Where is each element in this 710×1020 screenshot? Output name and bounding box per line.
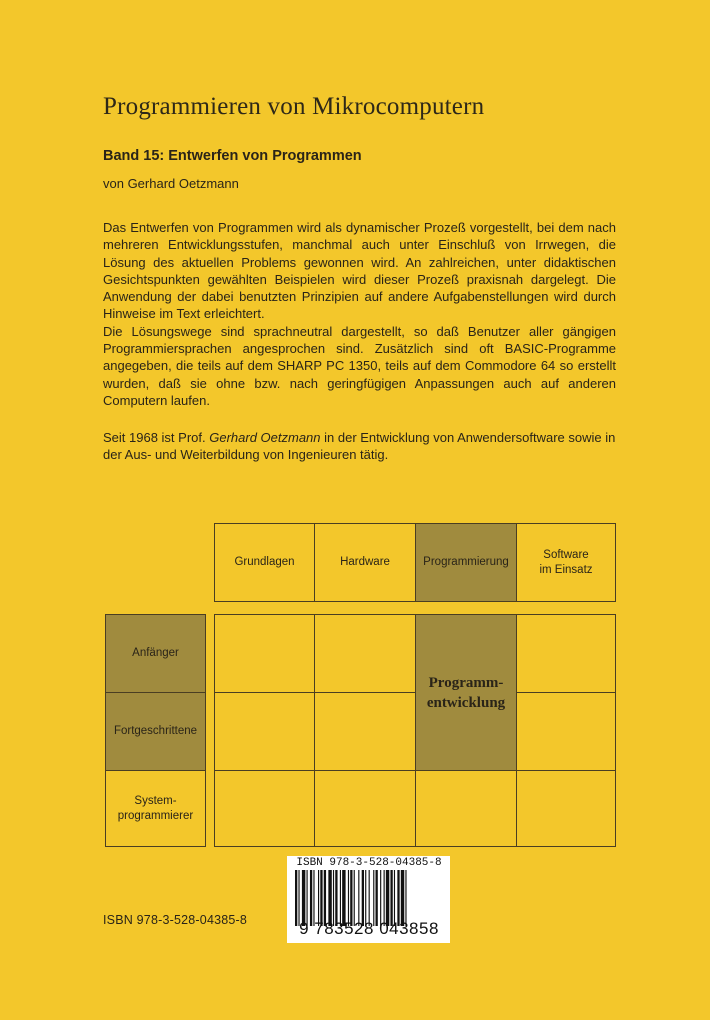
barcode-bar <box>348 870 349 926</box>
grid-cell <box>314 692 416 771</box>
barcode-bar <box>373 870 374 926</box>
row-header-anfaenger <box>105 614 206 693</box>
row-label: Anfänger <box>132 647 179 659</box>
column-header-programmierung <box>415 523 517 602</box>
barcode-bar <box>295 870 297 926</box>
grid-cell <box>314 614 416 693</box>
grid-cell <box>516 770 616 847</box>
barcode-bar <box>390 870 392 926</box>
grid-cell <box>415 770 517 847</box>
column-label: Grundlagen <box>234 556 295 568</box>
row-label: Fortgeschrittene <box>113 725 198 737</box>
barcode-bars <box>295 870 442 926</box>
bio-text: in der Entwicklung von Anwendersoftware sowie in der Aus- und Weiterbildung von Ingenieuren tätig. <box>103 430 616 463</box>
highlight-label: Programm- entwicklung <box>426 674 506 711</box>
grid-cell <box>214 770 315 847</box>
column-label: Software im Einsatz <box>539 548 593 576</box>
barcode-bar <box>318 870 319 926</box>
barcode-bar <box>354 870 355 926</box>
grid-cell <box>516 692 616 771</box>
column-header-hardware <box>314 523 416 602</box>
column-label: Hardware <box>340 556 390 568</box>
barcode-bar <box>380 870 381 926</box>
barcode-digits: 9 783528 043858 <box>299 919 439 938</box>
barcode-bar <box>384 870 385 926</box>
bio-paragraph <box>103 429 616 464</box>
barcode-bar <box>397 870 399 926</box>
column-label: Programmierung <box>423 556 509 568</box>
author-bio <box>103 429 616 464</box>
row-header-fortgeschrittene <box>105 692 206 771</box>
grid-cell <box>314 770 416 847</box>
column-header-software-im-einsatz <box>516 523 616 602</box>
barcode-bar <box>376 870 378 926</box>
row-header-systemprogrammierer <box>105 770 206 847</box>
barcode-bar <box>358 870 359 926</box>
barcode-bar <box>369 870 370 926</box>
grid-cell <box>214 614 315 693</box>
description-text <box>103 219 616 409</box>
barcode-bar <box>333 870 334 926</box>
barcode <box>287 856 450 943</box>
barcode-bar <box>313 870 314 926</box>
barcode-bar <box>340 870 341 926</box>
barcode-bar <box>307 870 308 926</box>
barcode-bar <box>386 870 389 926</box>
barcode-isbn-label: ISBN 978-3-528-04385-8 <box>296 857 442 869</box>
barcode-bar <box>302 870 305 926</box>
description-paragraph: Das Entwerfen von Programmen wird als dynamischer Prozeß vorgestellt, bei dem nach mehreren Entwicklungsstufen, manchmal auch unter Einschluß von Irrwegen, die Lösung des aktuellen Problems gewonnen wird. An zahlreichen, unter didaktischen Gesichtspunkten gewählten Beispielen wird dieser Prozeß praxisnah dargelegt. Die Anwendung der dabei benutzten Prinzipien auf andere Aufgabenstellungen wird durch Hinweise im Text erleichtert. <box>103 220 616 322</box>
grid-cell <box>214 692 315 771</box>
barcode-bar <box>298 870 299 926</box>
barcode-bar <box>335 870 337 926</box>
barcode-bar <box>405 870 406 926</box>
barcode-bar <box>328 870 331 926</box>
author-line: von Gerhard Oetzmann <box>103 176 239 191</box>
series-title: Programmieren von Mikrocomputern <box>103 93 485 120</box>
barcode-bar <box>320 870 322 926</box>
row-label: System- programmierer <box>117 794 194 822</box>
barcode-bar <box>350 870 352 926</box>
highlight-cell-programmentwicklung <box>415 614 517 771</box>
barcode-bar <box>362 870 364 926</box>
grid-cell <box>516 614 616 693</box>
barcode-bar <box>310 870 312 926</box>
barcode-bar <box>365 870 366 926</box>
bio-author-name: Gerhard Oetzmann <box>209 430 321 445</box>
bio-text: Seit 1968 ist Prof. <box>103 430 210 445</box>
description-paragraph: Die Lösungswege sind sprachneutral dargestellt, so daß Benutzer aller gängigen Programmiersprachen angesprochen sind. Zusätzlich sind oft BASIC-Programme angegeben, die teils auf dem SHARP PC 1350, teils auf dem Commodore 64 so erstellt wurden, daß sie ohne bzw. nach geringfügigen Anpassungen auch auf anderen Computern laufen. <box>103 323 616 408</box>
column-header-grundlagen <box>214 523 315 602</box>
barcode-bar <box>401 870 404 926</box>
isbn-text: ISBN 978-3-528-04385-8 <box>103 913 248 927</box>
barcode-bar <box>342 870 345 926</box>
barcode-bar <box>324 870 326 926</box>
barcode-bar <box>394 870 395 926</box>
band-title: Band 15: Entwerfen von Programmen <box>103 148 362 164</box>
